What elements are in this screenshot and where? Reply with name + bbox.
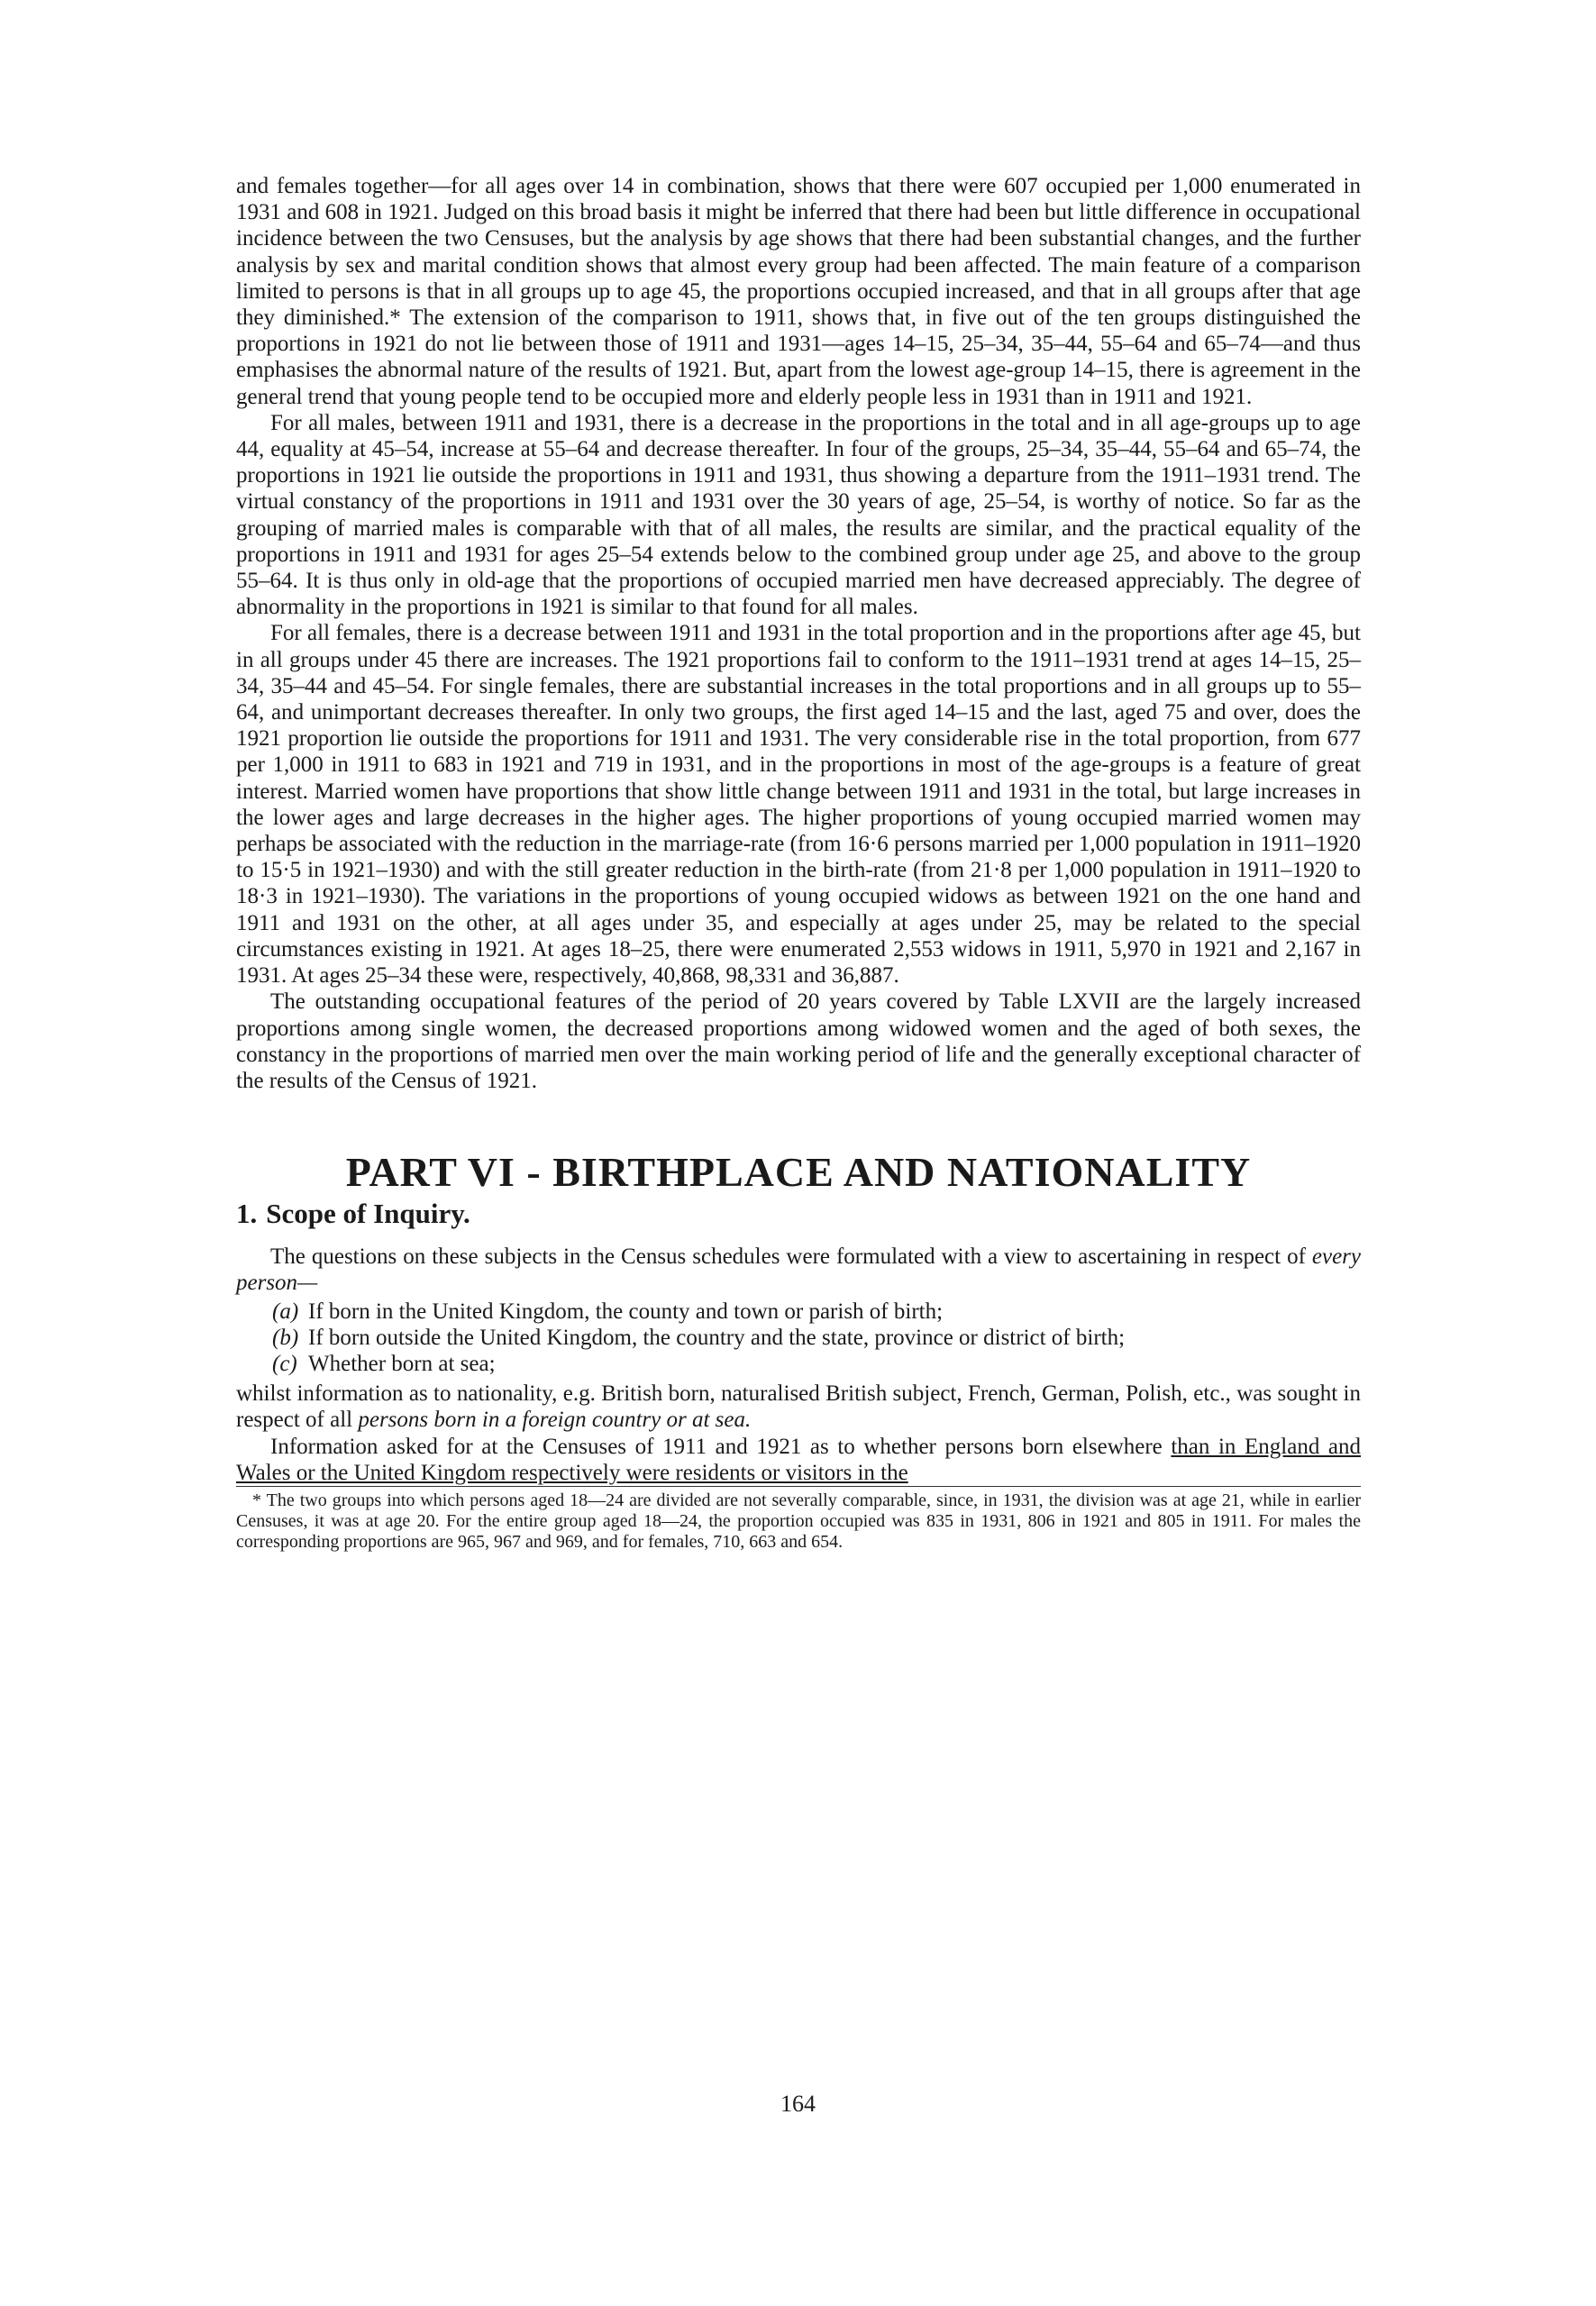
scope-residents-text: Information asked for at the Censuses of 1911 and 1921 as to whether persons born elsewhere <box>270 1434 1172 1459</box>
list-item <box>236 1325 1361 1351</box>
paragraph-persons: and females together—for all ages over 14 in combination, shows that there were 607 occupied per 1,000 enumerated in 1931 and 608 in 1921. Judged on this broad basis it might be inferred that there had been but little difference in occupational incidence between the two Censuses, but the analysis by age shows that there had been substantial changes, and the further analysis by sex and marital condition shows that almost every group had been affected. The main feature of a comparison limited to persons is that in all groups up to age 45, the proportions occupied increased, and that in all groups after that age they diminished.* The extension of the comparison to 1911, shows that, in five out of the ten groups distinguished the proportions in 1921 do not lie between those of 1911 and 1931—ages 14–15, 25–34, 35–44, 55–64 and 65–74—and thus emphasises the abnormal nature of the results of 1921. But, apart from the lowest age-group 14–15, there is agreement in the general trend that young people tend to be occupied more and elderly people less in 1931 than in 1911 and 1921. <box>236 174 1361 409</box>
scope-residents <box>236 1434 1361 1486</box>
scope-list <box>236 1299 1361 1378</box>
scope-nationality <box>236 1381 1361 1433</box>
list-item <box>236 1351 1361 1377</box>
scope-residents-underlined: than in England and Wales or the United Kingdom respectively were residents or visitors in the <box>236 1434 1362 1485</box>
scope-intro-text: The questions on these subjects in the Census schedules were formulated with a view to ascertaining in respect of <box>270 1244 1312 1270</box>
page-number: 164 <box>780 2091 816 2117</box>
list-marker: (c) <box>272 1351 297 1376</box>
list-text: Whether born at sea; <box>308 1351 496 1376</box>
page-body <box>236 173 1361 1553</box>
paragraph-males: For all males, between 1911 and 1931, there is a decrease in the proportions in the total and in all age-groups up to age 44, equality at 45–54, increase at 55–64 and decrease thereafter. In four of the groups, 25–34, 35–44, 55–64 and 65–74, the proportions in 1921 lie outside the proportions in 1911 and 1931, thus showing a departure from the 1911–1931 trend. The virtual constancy of the proportions in 1911 and 1931 over the 30 years of age, 25–54, is worthy of notice. So far as the grouping of married males is comparable with that of all males, the results are similar, and the practical equality of the proportions in 1911 and 1931 for ages 25–54 extends below to the combined group under age 25, and above to the group 55–64. It is thus only in old-age that the proportions of occupied married men have decreased appreciably. The degree of abnormality in the proportions in 1921 is similar to that found for all males. <box>236 410 1361 620</box>
footnote: * The two groups into which persons aged 18—24 are divided are not severally comparable, since, in 1931, the division was at age 21, while in earlier Censuses, it was at age 20. For the entire group aged 18—24, the proportion occupied was 835 in 1931, 806 in 1921 and 805 in 1911. For males the corresponding proportions are 965, 967 and 969, and for females, 710, 663 and 654. <box>236 1490 1361 1552</box>
section-heading <box>236 1197 1361 1231</box>
paragraph-females: For all females, there is a decrease between 1911 and 1931 in the total proportion and in the proportions after age 45, but in all groups under 45 there are increases. The 1921 proportions fail to conform to the 1911–1931 trend at ages 14–15, 25–34, 35–44 and 45–54. For single females, there are substantial increases in the total proportions and in all groups up to 55–64, and unimportant decreases thereafter. In only two groups, the first aged 14–15 and the last, aged 75 and over, does the 1921 proportion lie outside the proportions for 1911 and 1931. The very considerable rise in the total proportion, from 677 per 1,000 in 1911 to 683 in 1921 and 719 in 1931, and in the proportions in most of the age-groups is a feature of great interest. Married women have proportions that show little change between 1911 and 1931 in the total, but large increases in the lower ages and large decreases in the higher ages. The higher proportions of young occupied married women may perhaps be associated with the reduction in the marriage-rate (from 16·6 persons married per 1,000 population in 1911–1920 to 15·5 in 1921–1930) and with the still greater reduction in the birth-rate (from 21·8 per 1,000 population in 1911–1920 to 18·3 in 1921–1930). The variations in the proportions of young occupied widows as between 1921 on the one hand and 1911 and 1931 on the other, at all ages under 35, and especially at ages under 25, may be related to the special circumstances existing in 1921. At ages 18–25, there were enumerated 2,553 widows in 1911, 5,970 in 1921 and 2,167 in 1931. At ages 25–34 these were, respectively, 40,868, 98,331 and 36,887. <box>236 621 1361 989</box>
paragraph-summary: The outstanding occupational features of the period of 20 years covered by Table LXVII are the largely increased proportions among single women, the decreased proportions among widowed women and the aged of both sexes, the constancy in the proportions of married men over the main working period of life and the generally exceptional character of the results of the Census of 1921. <box>236 989 1361 1093</box>
scope-nationality-text: whilst information as to nationality, e.g. British born, naturalised British subject, French, German, Polish, etc., was sought in respect of all <box>236 1381 1361 1433</box>
list-text: If born in the United Kingdom, the county and town or parish of birth; <box>308 1299 944 1324</box>
list-marker: (a) <box>272 1299 299 1324</box>
part-heading: PART VI - BIRTHPLACE AND NATIONALITY <box>345 1149 1252 1196</box>
scope-intro <box>236 1244 1361 1296</box>
list-item <box>236 1299 1361 1325</box>
footnote-divider <box>236 1486 1361 1487</box>
section-number: 1. <box>236 1198 258 1230</box>
section-title: Scope of Inquiry. <box>266 1198 470 1230</box>
scope-intro-italic: every person— <box>236 1244 1361 1296</box>
scope-nationality-italic: persons born in a foreign country or at sea. <box>358 1408 752 1433</box>
list-text: If born outside the United Kingdom, the country and the state, province or district of birth; <box>308 1325 1126 1350</box>
list-marker: (b) <box>272 1325 299 1350</box>
